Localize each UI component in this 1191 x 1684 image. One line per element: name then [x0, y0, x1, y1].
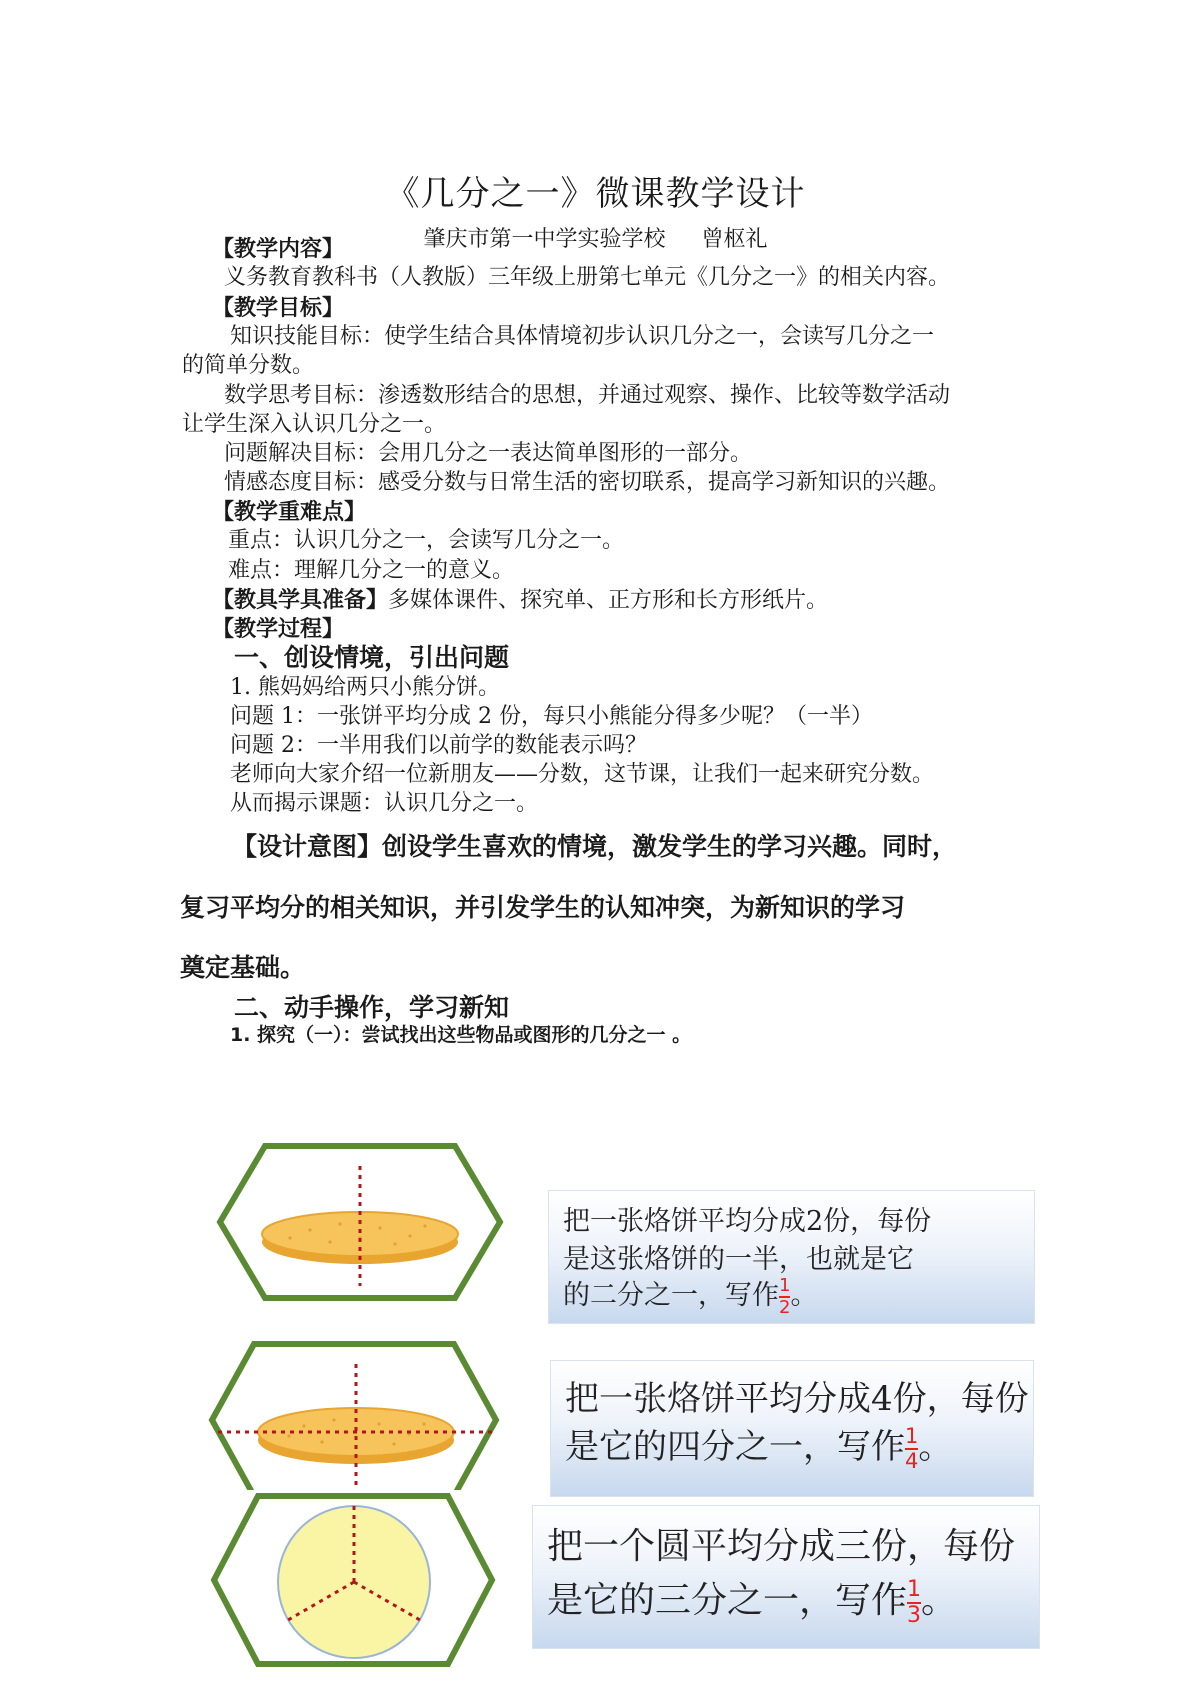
- tools-heading: 【教具学具准备】: [212, 587, 389, 613]
- caption-box-3: [532, 1505, 1040, 1649]
- goals-heading: 【教学目标】: [212, 295, 345, 321]
- caption-box-2: [550, 1360, 1034, 1497]
- goal-math-line2: 让学生深入认识几分之一。: [182, 412, 447, 437]
- part1-question1: 问题 1：一张饼平均分成 2 份，每只小熊能分得多少呢？（一半）: [230, 704, 873, 729]
- part1-heading: 一、创设情境，引出问题: [234, 643, 510, 672]
- caption2-line1: 把一张烙饼平均分成4份，每份: [565, 1379, 1029, 1419]
- difficulty-text: 难点：理解几分之一的意义。: [228, 558, 515, 583]
- part1-item1: 1. 熊妈妈给两只小熊分饼。: [230, 675, 500, 700]
- figure-circle-thirds: [208, 1490, 498, 1670]
- design-intent-line3: 奠定基础。: [180, 953, 306, 982]
- keypoints-heading: 【教学重难点】: [212, 499, 367, 525]
- part1-question2: 问题 2：一半用我们以前学的数能表示吗？: [230, 733, 647, 758]
- part1-intro: 老师向大家介绍一位新朋友——分数，这节课，让我们一起来研究分数。: [230, 762, 935, 787]
- fraction-one-third: $\frac{1}{3}$: [907, 1577, 922, 1628]
- goal-knowledge-line1: 知识技能目标：使学生结合具体情境初步认识几分之一，会读写几分之一: [230, 324, 935, 349]
- content-text: 义务教育教科书（人教版）三年级上册第七单元《几分之一》的相关内容。: [224, 265, 951, 290]
- fraction-one-quarter: $\frac{1}{4}$: [905, 1424, 919, 1473]
- figure-pancake-halves: [210, 1140, 510, 1304]
- caption1-line2: 是这张烙饼的一半，也就是它: [563, 1244, 914, 1275]
- caption2-line2: 是它的四分之一，写作 $\frac{1}{4}$ 。: [565, 1424, 953, 1473]
- tools-line: [212, 585, 828, 616]
- part1-reveal: 从而揭示课题：认识几分之一。: [230, 791, 539, 816]
- part2-heading: 二、动手操作，学习新知: [234, 993, 510, 1022]
- goal-emotion: 情感态度目标：感受分数与日常生活的密切联系，提高学习新知识的兴趣。: [224, 470, 951, 495]
- caption3-line1: 把一个圆平均分成三份，每份: [547, 1526, 1016, 1567]
- goal-knowledge-line2: 的简单分数。: [182, 353, 315, 378]
- caption1-line3: 的二分之一，写作 $\frac{1}{2}$ 。: [563, 1274, 818, 1318]
- author-name: 曾枢礼: [701, 227, 768, 252]
- explore-text: 1. 探究（一）：尝试找出这些物品或图形的几分之一 。: [230, 1024, 692, 1046]
- goal-problem: 问题解决目标：会用几分之一表达简单图形的一部分。: [224, 441, 753, 466]
- design-intent-line1: 【设计意图】创设学生喜欢的情境，激发学生的学习兴趣。同时，: [232, 832, 958, 861]
- caption-box-1: [548, 1190, 1035, 1324]
- tools-text: 多媒体课件、探究单、正方形和长方形纸片。: [388, 588, 829, 613]
- author-line: [0, 222, 1191, 253]
- caption3-line2: 是它的三分之一，写作 $\frac{1}{3}$ 。: [547, 1577, 958, 1628]
- figure-pancake-quarters: [204, 1340, 504, 1490]
- goal-math-line1: 数学思考目标：渗透数形结合的思想，并通过观察、操作、比较等数学活动: [224, 383, 951, 408]
- keypoint-text: 重点：认识几分之一，会读写几分之一。: [228, 528, 625, 553]
- document-title: 《几分之一》微课教学设计: [385, 174, 806, 214]
- author-school: 肇庆市第一中学实验学校: [423, 227, 666, 252]
- content-heading: 【教学内容】: [212, 236, 345, 262]
- process-heading: 【教学过程】: [212, 616, 345, 642]
- fraction-one-half: $\frac{1}{2}$: [779, 1274, 791, 1318]
- caption1-line1: 把一张烙饼平均分成2份，每份: [563, 1206, 932, 1237]
- design-intent-line2: 复习平均分的相关知识，并引发学生的认知冲突，为新知识的学习: [180, 893, 906, 922]
